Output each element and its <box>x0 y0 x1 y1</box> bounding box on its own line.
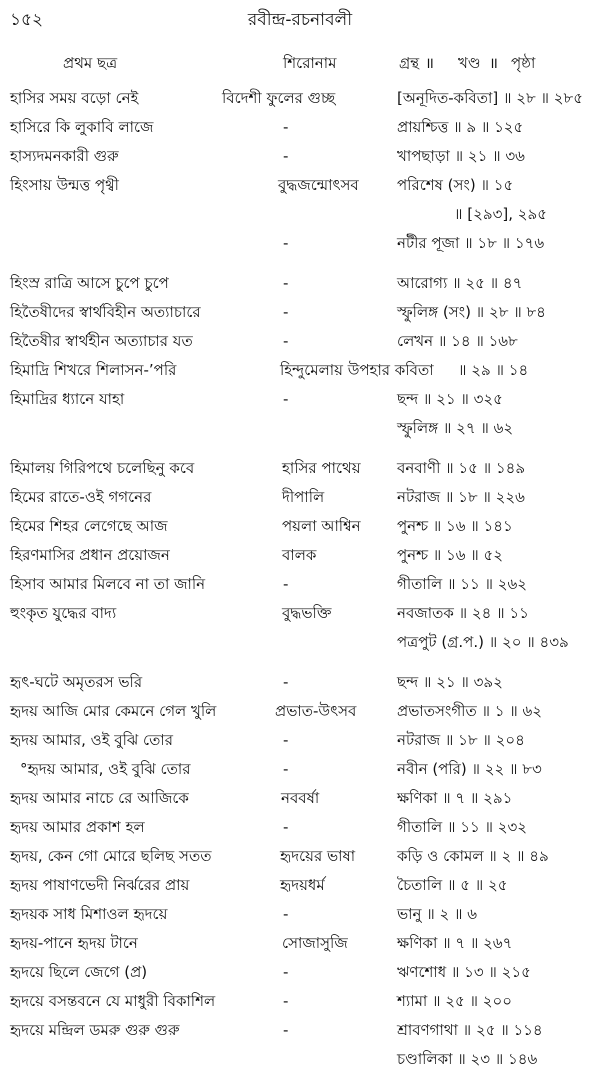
header-separator: ॥ <box>489 54 498 72</box>
first-line: হৃদয় আমার প্রকাশ হল <box>10 818 145 836</box>
index-table <box>0 84 600 1074</box>
source-ref: স্ফুলিঙ্গ ॥ ২৭ ॥ ৬২ <box>397 419 514 437</box>
table-row <box>0 113 600 142</box>
poem-title: বুদ্ধভক্তি <box>282 604 332 622</box>
first-line: হিংসায় উন্মত্ত পৃথ্বী <box>10 176 119 194</box>
source-ref: পুনশ্চ ॥ ১৬ ॥ ১৪১ <box>397 517 513 535</box>
source-ref: নটরাজ ॥ ১৮ ॥ ২২৬ <box>397 488 525 506</box>
poem-title: - <box>283 274 289 292</box>
source-ref: গীতালি ॥ ১১ ॥ ২৬২ <box>397 575 527 593</box>
source-ref: নটরাজ ॥ ১৮ ॥ ২০৪ <box>397 731 525 749</box>
source-ref: ঋণশোধ ॥ ১৩ ॥ ২১৫ <box>397 963 531 981</box>
first-line: হাসির সময় বড়ো নেই <box>10 89 139 107</box>
source-ref: [অনূদিত-কবিতা] ॥ ২৮ ॥ ২৮৫ <box>397 89 583 107</box>
table-row <box>0 414 600 443</box>
first-line: হুংকৃত যুদ্ধের বাদ্য <box>10 604 117 622</box>
table-row <box>0 454 600 483</box>
poem-title: - <box>283 905 289 923</box>
first-line: হিতৈষীদের স্বার্থবিহীন অত্যাচারে <box>10 303 201 321</box>
source-ref: চৈতালি ॥ ৫ ॥ ২৫ <box>397 876 508 894</box>
source-ref: কড়ি ও কোমল ॥ ২ ॥ ৪৯ <box>397 847 549 865</box>
table-row <box>0 229 600 258</box>
table-row <box>0 784 600 813</box>
source-ref: ॥ ২৯ ॥ ১৪ <box>458 361 529 379</box>
table-row <box>0 871 600 900</box>
table-row <box>0 84 600 113</box>
poem-title: - <box>283 992 289 1010</box>
table-row <box>0 668 600 697</box>
poem-title: - <box>283 234 289 252</box>
table-row <box>0 987 600 1016</box>
source-ref: চণ্ডালিকা ॥ ২৩ ॥ ১৪৬ <box>397 1050 538 1068</box>
poem-title: - <box>283 818 289 836</box>
poem-title: - <box>283 575 289 593</box>
poem-title: বুদ্ধজন্মোৎসব <box>278 176 359 194</box>
first-line: হৃদয়-পানে হৃদয় টানে <box>10 934 138 952</box>
first-line: হিরণমাসির প্রধান প্রয়োজন <box>10 546 170 564</box>
table-row <box>0 900 600 929</box>
poem-title: - <box>283 390 289 408</box>
table-row <box>0 697 600 726</box>
table-row <box>0 269 600 298</box>
table-row <box>0 1045 600 1074</box>
poem-title: নববর্ষা <box>281 789 320 807</box>
poem-title: হাসির পাথেয় <box>282 459 361 477</box>
poem-title: - <box>283 1021 289 1039</box>
page-number: ১৫২ <box>10 10 44 30</box>
first-line: হিমের রাতে-ওই গগনের <box>10 488 152 506</box>
first-line: হিমাদ্রি শিখরে শিলাসন-’পরি <box>10 361 177 379</box>
source-ref: পত্রপুট (গ্র.প.) ॥ ২০ ॥ ৪৩৯ <box>397 633 569 651</box>
header-book: গ্রন্থ <box>399 54 420 72</box>
table-row <box>0 171 600 200</box>
poem-title: - <box>283 673 289 691</box>
first-line: হৃদয়ে মন্দ্রিল ডমরু গুরু গুরু <box>10 1021 180 1039</box>
header-page: পৃষ্ঠা <box>511 54 536 72</box>
table-row <box>0 541 600 570</box>
table-row <box>0 929 600 958</box>
first-line: হৃদয়ে বসন্তবনে যে মাধুরী বিকাশিল <box>10 992 216 1010</box>
first-line: হৃদয় পাষাণভেদী নির্ঝরের প্রায় <box>10 876 190 894</box>
header-first-line: প্রথম ছত্র <box>63 54 118 72</box>
table-row <box>0 327 600 356</box>
poem-title: হৃদয়ধর্ম <box>280 876 325 894</box>
first-line: হৃদয় আমার নাচে রে আজিকে <box>10 789 189 807</box>
poem-title: - <box>283 963 289 981</box>
first-line: হৃদয়, কেন গো মোরে ছলিছ সতত <box>10 847 212 865</box>
source-ref: আরোগ্য ॥ ২৫ ॥ ৪৭ <box>397 274 523 292</box>
table-row <box>0 726 600 755</box>
first-line: হিংস্র রাত্রি আসে চুপে চুপে <box>10 274 169 292</box>
first-line: হিতৈষীর স্বার্থহীন অত্যাচার যত <box>10 332 193 350</box>
table-row <box>0 958 600 987</box>
source-ref: ॥ [২৯৩], ২৯৫ <box>454 205 547 223</box>
source-ref: বনবাণী ॥ ১৫ ॥ ১৪৯ <box>397 459 526 477</box>
header-title: শিরোনাম <box>283 54 337 72</box>
source-ref: প্রভাতসংগীত ॥ ১ ॥ ৬২ <box>397 702 543 720</box>
poem-title: বিদেশী ফুলের গুচ্ছ <box>222 89 336 107</box>
source-ref: ছন্দ ॥ ২১ ॥ ৩৯২ <box>397 673 503 691</box>
poem-title: দীপালি <box>282 488 325 506</box>
first-line: হৃদয়ে ছিলে জেগে (প্র) <box>10 963 148 981</box>
source-ref: নবজাতক ॥ ২৪ ॥ ১১ <box>397 604 529 622</box>
running-title: রবীন্দ্র-রচনাবলী <box>247 10 353 30</box>
poem-title: - <box>283 147 289 165</box>
header-volume: খণ্ড <box>458 54 481 72</box>
first-line: হিমালয় গিরিপথে চলেছিনু কবে <box>10 459 195 477</box>
table-row <box>0 570 600 599</box>
source-ref: শ্যামা ॥ ২৫ ॥ ২০০ <box>397 992 513 1010</box>
first-line: হিমের শিহর লেগেছে আজ <box>10 517 168 535</box>
first-line: হৃদয় আমার, ওই বুঝি তোর <box>10 731 173 749</box>
source-ref: স্ফুলিঙ্গ (সং) ॥ ২৮ ॥ ৮৪ <box>397 303 546 321</box>
table-row <box>0 142 600 171</box>
table-row <box>0 483 600 512</box>
poem-title: হৃদয়ের ভাষা <box>280 847 356 865</box>
table-row <box>0 628 600 657</box>
table-row <box>0 512 600 541</box>
source-ref: ছন্দ ॥ ২১ ॥ ৩২৫ <box>397 390 503 408</box>
poem-title: প্রভাত-উৎসব <box>275 702 357 720</box>
table-row <box>0 385 600 414</box>
poem-title: - <box>283 303 289 321</box>
source-ref: ক্ষণিকা ॥ ৭ ॥ ২৬৭ <box>397 934 513 952</box>
source-ref: পরিশেষ (সং) ॥ ১৫ <box>397 176 514 194</box>
table-row <box>0 1016 600 1045</box>
source-ref: ভানু ॥ ২ ॥ ৬ <box>397 905 478 923</box>
source-ref: ক্ষণিকা ॥ ৭ ॥ ২৯১ <box>397 789 513 807</box>
source-ref: খাপছাড়া ॥ ২১ ॥ ৩৬ <box>397 147 525 165</box>
header-separator: ॥ <box>425 54 434 72</box>
first-line: °হৃদয় আমার, ওই বুঝি তোর <box>20 760 191 778</box>
first-line: হিসাব আমার মিলবে না তা জানি <box>10 575 206 593</box>
source-ref: লেখন ॥ ১৪ ॥ ১৬৮ <box>397 332 518 350</box>
table-row <box>0 200 600 229</box>
first-line: হাসিরে কি লুকাবি লাজে <box>10 118 154 136</box>
poem-title: - <box>283 118 289 136</box>
source-ref: পুনশ্চ ॥ ১৬ ॥ ৫২ <box>397 546 504 564</box>
poem-title: - <box>283 760 289 778</box>
poem-title: সোজাসুজি <box>282 934 348 952</box>
first-line: হৃৎ-ঘটে অমৃতরস ভরি <box>10 673 143 691</box>
source-ref: গীতালি ॥ ১১ ॥ ২৩২ <box>397 818 527 836</box>
table-row <box>0 356 600 385</box>
table-row <box>0 599 600 628</box>
first-line: হিমাদ্রির ধ্যানে যাহা <box>10 390 125 408</box>
first-line: হাস্যদমনকারী গুরু <box>10 147 119 165</box>
table-row <box>0 842 600 871</box>
source-ref: নটীর পূজা ॥ ১৮ ॥ ১৭৬ <box>397 234 545 252</box>
poem-title: - <box>283 731 289 749</box>
poem-title: - <box>283 332 289 350</box>
table-row <box>0 755 600 784</box>
source-ref: প্রায়শ্চিত্ত ॥ ৯ ॥ ১২৫ <box>397 118 524 136</box>
poem-title: পয়লা আশ্বিন <box>282 517 361 535</box>
first-line: হৃদয় আজি মোর কেমনে গেল খুলি <box>10 702 217 720</box>
poem-title: হিন্দুমেলায় উপহার কবিতা <box>280 361 434 379</box>
source-ref: নবীন (পরি) ॥ ২২ ॥ ৮৩ <box>397 760 542 778</box>
table-row <box>0 813 600 842</box>
table-row <box>0 298 600 327</box>
source-ref: শ্রাবণগাথা ॥ ২৫ ॥ ১১৪ <box>397 1021 543 1039</box>
first-line: হৃদয়ক সাধ মিশাওল হৃদয়ে <box>10 905 168 923</box>
column-headers <box>0 52 600 74</box>
poem-title: বালক <box>282 546 317 564</box>
